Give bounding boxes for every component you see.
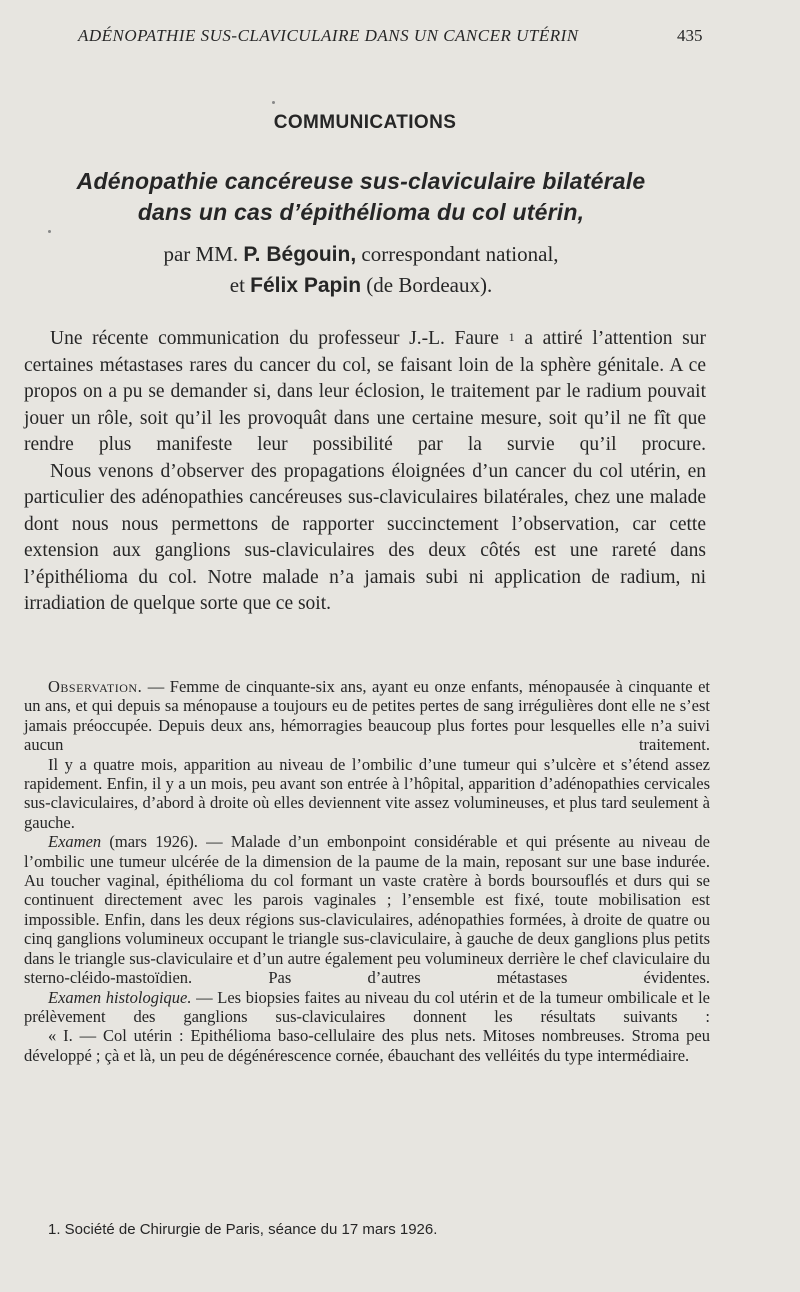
- footnote: 1. Société de Chirurgie de Paris, séance du 17 mars 1926.: [48, 1221, 438, 1238]
- examination-text: (mars 1926). — Malade d’un embonpoint considérable et qui présente au niveau de l’ombilic une tumeur ulcérée de la dimension de la paume de la main, reposant sur une base indurée. Au toucher vaginal, épithélioma du col formant un vaste cratère à bords boursouflés et durs qui se continuent directement avec les parois vaginales ; l’ensemble est fixé, toute mobilisation est impossible. Enfin, dans les deux régions sus-claviculaires, adénopathies formées, à droite de quatre ou cinq ganglions volumineux occupant le triangle sus-claviculaire, à gauche de deux ganglions plus petits dans le triangle sus-claviculaire et d’un autre également peu volumineux derrière le chef claviculaire du sterno-cléido-mastoïdien. Pas d’autres métastases évidentes.: [24, 832, 711, 988]
- article-title: [0, 166, 722, 228]
- author-2-name: Félix Papin: [250, 274, 362, 297]
- paragraph-1-text-a: Une récente communication du professeur J.-L. Faure: [50, 328, 499, 349]
- byline-prefix: par MM.: [163, 242, 239, 266]
- observation-text-1: — Femme de cinquante-six ans, ayant eu onze enfants, ménopausée à cinquante et un ans, et qui depuis sa ménopause a toujours eu de petites pertes de sang irrégulières dont elle ne s’est jamais préoccupée. Depuis deux ans, hémorragies beaucoup plus fortes pour lesquelles elle n’a suivi aucun traitement.: [24, 677, 711, 755]
- page-number: 435: [677, 26, 703, 45]
- histology-quote: « I. — Col utérin : Epithélioma baso-cellulaire des plus nets. Mitoses nombreuses. Stroma peu développé ; çà et là, un peu de dégénérescence cornée, ébauchant des velléités du type intermédiaire.: [24, 1026, 710, 1065]
- body-paragraph-2: Nous venons d’observer des propagations éloignées d’un cancer du col utérin, en particulier des adénopathies cancéreuses sus-claviculaires bilatérales, chez une malade dont nous nous permettons de rapporter succinctement l’observation, car cette extension aux ganglions sus-claviculaires des deux côtés est une rareté dans l’épithélioma du col. Notre malade n’a jamais subi ni application de radium, ni irradiation de quelque sorte que ce soit.: [24, 460, 706, 614]
- running-head: ADÉNOPATHIE SUS-CLAVICULAIRE DANS UN CANCER UTÉRIN: [78, 26, 579, 45]
- observation-paragraph-1: [24, 677, 710, 755]
- observation-paragraph-2: Il y a quatre mois, apparition au niveau de l’ombilic d’une tumeur qui s’ulcère et s’étend assez rapidement. Enfin, il y a un mois, peu avant son entrée à l’hôpital, apparition d’adénopathies cervicales sus-claviculaires, d’abord à droite où elles deviennent vite assez volumineuses, et plus tard seulement à gauche.: [24, 754, 710, 832]
- print-speck: [48, 230, 51, 233]
- author-2-place: (de Bordeaux).: [366, 273, 493, 297]
- byline-line-2: [0, 270, 722, 301]
- byline-connector: et: [229, 273, 245, 297]
- print-speck: [272, 101, 275, 104]
- article-title-line-2: dans un cas d’épithélioma du col utérin,: [137, 199, 585, 225]
- examination-label: Examen: [48, 832, 102, 852]
- main-text: [24, 326, 706, 618]
- section-heading: COMMUNICATIONS: [273, 112, 457, 133]
- histology-text: — Les biopsies faites au niveau du col utérin et de la tumeur ombilicale et le prélèvement des ganglions sus-claviculaires donnent les résultats suivants :: [24, 987, 711, 1026]
- byline: [0, 239, 722, 301]
- observation-label: Observation.: [48, 677, 143, 696]
- examination-paragraph: [24, 832, 710, 987]
- author-1-name: P. Bégouin,: [243, 243, 357, 266]
- histology-label: Examen histologique.: [48, 987, 192, 1007]
- author-1-role: correspondant national,: [361, 242, 559, 266]
- body-paragraph-1: [24, 326, 706, 459]
- footnote-marker: 1: [508, 330, 515, 344]
- paragraph-1-text-b: a attiré l’attention sur certaines métastases rares du cancer du col, se faisant loin de la sphère génitale. A ce propos on a pu se demander si, dans leur éclosion, le traitement par le radium pouvait jouer un rôle, soit qu’il les provoquât dans une certaine mesure, soit qu’il ne fît que rendre plus manifeste leur possibilité par la survie qu’il procure.: [24, 328, 707, 455]
- histology-paragraph: [24, 988, 710, 1027]
- observation-section: [24, 677, 710, 1065]
- article-title-line-1: Adénopathie cancéreuse sus-claviculaire bilatérale: [76, 168, 646, 194]
- byline-line-1: [0, 239, 722, 270]
